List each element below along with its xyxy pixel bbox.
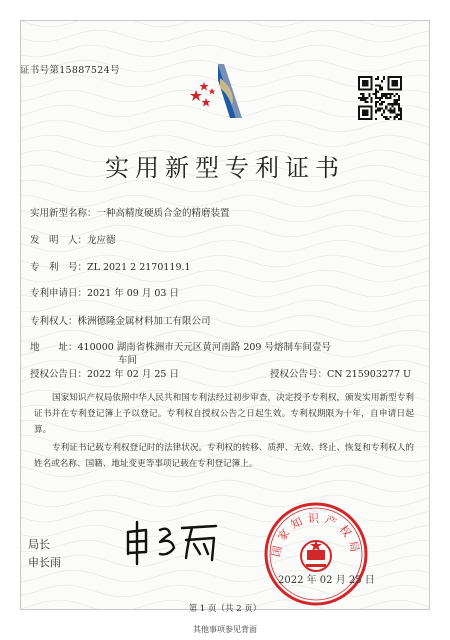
footer-note: 其他事项参见背面: [193, 625, 257, 634]
legal-status-text: 专利证书记载专利权登记时的法律状况。专利权的转移、质押、无效、终止、恢复和专利权人的姓名或名称、国籍、地址变更等事项记载在专利登记簿上。: [34, 443, 414, 469]
announcement-number: [270, 366, 411, 380]
field-value: 一种高精度硬质合金的精磨装置: [96, 208, 230, 219]
field-value: ZL 2021 2 2170119.1: [87, 262, 191, 273]
field-label: 专利申请日：: [30, 288, 88, 299]
field-inventor: [30, 232, 116, 246]
director-signature: [120, 508, 230, 568]
field-address: [30, 339, 331, 353]
field-label: 专 利 号：: [30, 262, 88, 273]
page-indicator: 第 1 页（共 2 页）: [188, 604, 262, 614]
field-value: 株洲德隆金属材料加工有限公司: [77, 316, 211, 327]
announcement-number-label: 授权公告号：: [270, 369, 328, 380]
seal-text: 国家知识产权局: [269, 512, 363, 559]
grant-statement-text: 国家知识产权局依照中华人民共和国专利法经过初步审查，决定授予专利权，颁发实用新型专利证书并在专利登记簿上予以登记。专利权自授权公告之日起生效。专利权期限为十年，自申请日起算。: [34, 393, 414, 435]
field-value: 龙应德: [87, 235, 116, 246]
field-label: 专利权人：: [30, 316, 78, 327]
field-application-date: [30, 285, 179, 299]
field-value: 2022 年 02 月 25 日: [87, 369, 179, 380]
official-seal: [262, 500, 370, 608]
director-title: 局长: [28, 538, 50, 551]
certificate-title: 实用新型专利证书: [105, 154, 345, 182]
field-patentee: [30, 313, 211, 327]
grant-statement: [34, 390, 414, 438]
field-value: 2021 年 09 月 03 日: [87, 288, 179, 299]
field-patent-number: [30, 259, 191, 273]
legal-status-statement: [34, 440, 414, 472]
director-name: 申长雨: [28, 556, 61, 569]
address-continuation: 车间: [118, 355, 138, 366]
field-value: 410000 湖南省株洲市天元区黄河南路 209 号熔制车间壹号: [77, 342, 331, 353]
announcement-number-value: CN 215903277 U: [327, 369, 412, 380]
field-announcement-date: [30, 366, 179, 380]
patent-office-logo-icon: [184, 60, 254, 120]
field-utility-model-name: [30, 205, 230, 219]
field-label: 实用新型名称：: [30, 208, 97, 219]
field-label: 发 明 人：: [30, 235, 88, 246]
qr-code-icon: [358, 76, 402, 120]
field-label: 地 址：: [30, 342, 78, 353]
seal-date: 2022 年 02 月 25 日: [278, 575, 375, 586]
certificate-number: 证书号第15887524号: [20, 65, 120, 76]
field-label: 授权公告日：: [30, 369, 88, 380]
